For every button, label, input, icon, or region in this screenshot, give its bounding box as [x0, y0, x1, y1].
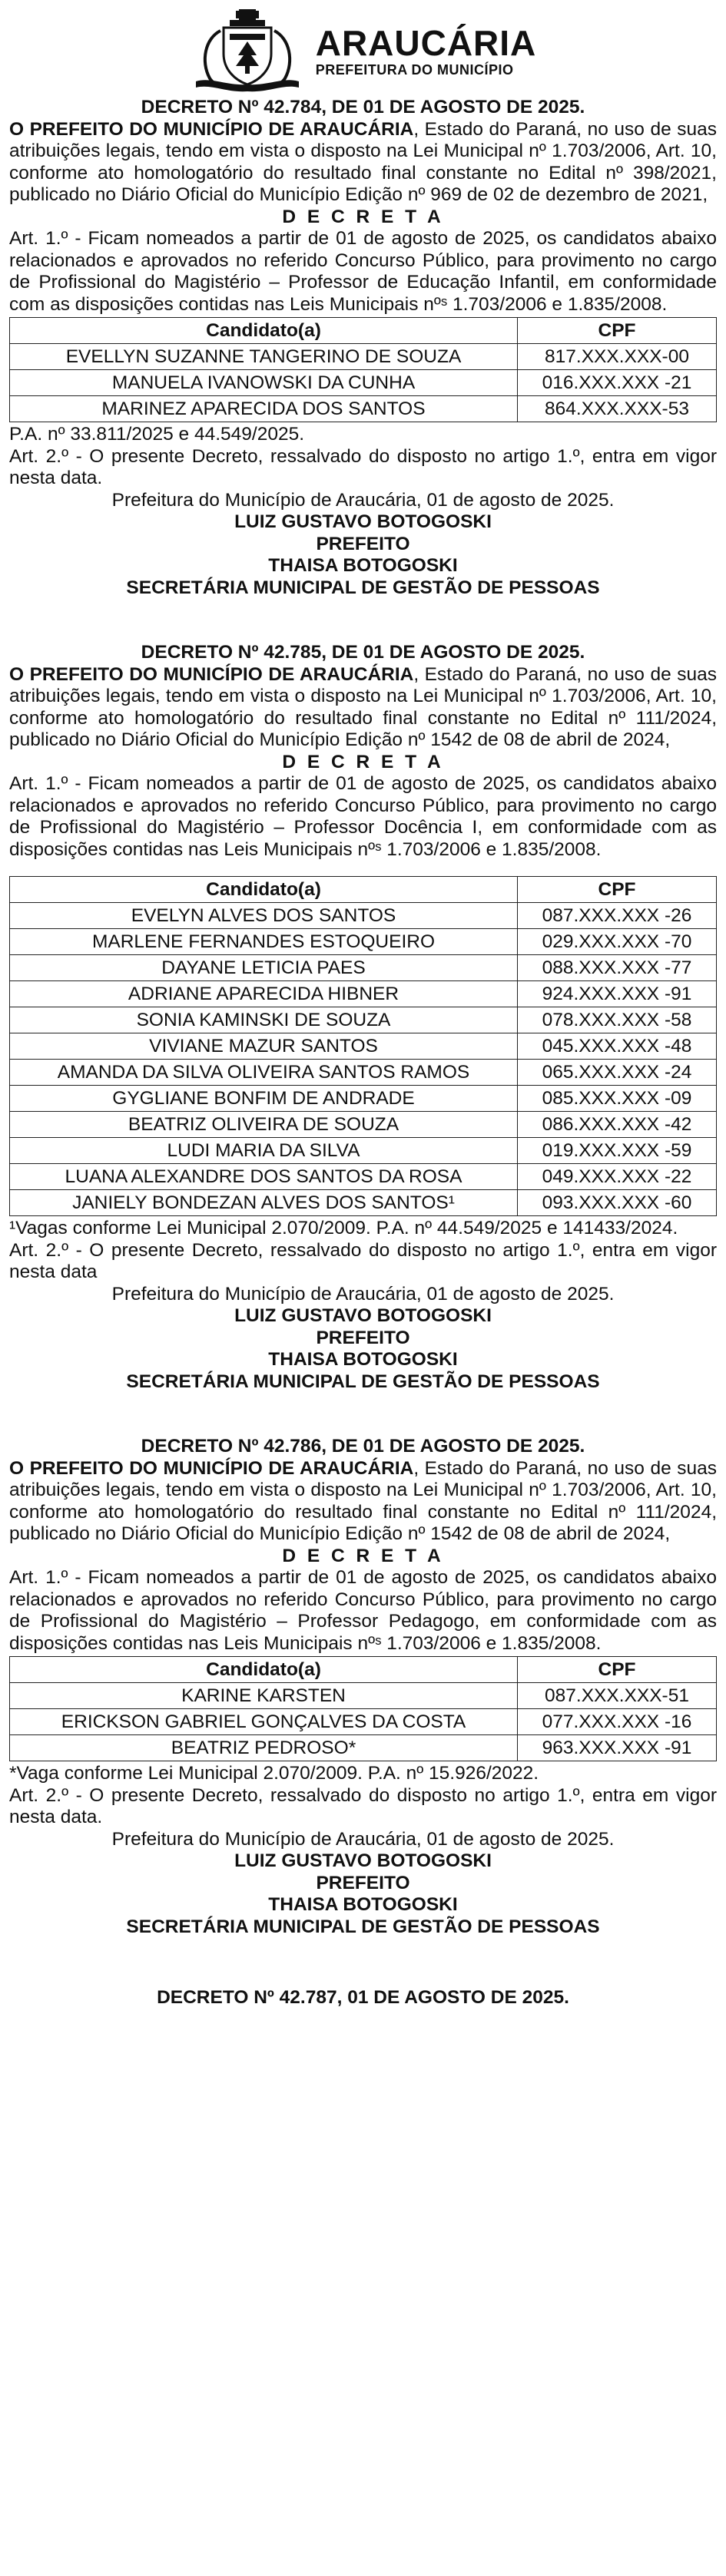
table-header-row — [10, 318, 717, 344]
decreta-heading: D E C R E T A — [282, 751, 444, 772]
decree-intro — [9, 664, 717, 752]
article-1: Art. 1.º - Ficam nomeados a partir de 01 de agosto de 2025, os candidatos abaixo relacionados e aprovados no referido Concurso Público, para provimento no cargo de Profissional do Magistério – Professor Docência I, em conformidade com as disposições contidas nas Leis Municipais nºˢ 1.703/2006 e 1.835/2008. — [9, 773, 717, 860]
column-header-cpf: CPF — [518, 318, 717, 344]
decree-title: DECRETO Nº 42.786, DE 01 DE AGOSTO DE 2025. — [141, 1436, 585, 1457]
decree-42784 — [9, 97, 717, 599]
candidate-name: MANUELA IVANOWSKI DA CUNHA — [10, 370, 518, 396]
candidate-name: DAYANE LETICIA PAES — [10, 955, 518, 981]
article-1: Art. 1.º - Ficam nomeados a partir de 01 de agosto de 2025, os candidatos abaixo relacionados e aprovados no referido Concurso Público, para provimento no cargo de Profissional do Magistério – Professor de Educação Infantil, em conformidade com as disposições contidas nas Leis Municipais nºˢ 1.703/2006 e 1.835/2008. — [9, 228, 717, 315]
table-row — [10, 929, 717, 955]
table-row — [10, 344, 717, 370]
column-header-candidate: Candidato(a) — [10, 877, 518, 903]
table-header-row — [10, 877, 717, 903]
table-row — [10, 396, 717, 422]
table-row — [10, 1709, 717, 1735]
candidate-name: GYGLIANE BONFIM DE ANDRADE — [10, 1086, 518, 1112]
signer-name: LUIZ GUSTAVO BOTOGOSKI — [234, 1850, 492, 1871]
candidate-cpf: 049.XXX.XXX -22 — [518, 1164, 717, 1190]
candidate-cpf: 019.XXX.XXX -59 — [518, 1138, 717, 1164]
candidate-name: EVELYN ALVES DOS SANTOS — [10, 903, 518, 929]
table-row — [10, 903, 717, 929]
cosigner-role: SECRETÁRIA MUNICIPAL DE GESTÃO DE PESSOAS — [126, 1916, 600, 1937]
cosigner-name: THAISA BOTOGOSKI — [268, 1349, 458, 1370]
candidate-name: LUANA ALEXANDRE DOS SANTOS DA ROSA — [10, 1164, 518, 1190]
gazette-header — [9, 0, 717, 97]
candidate-name: MARINEZ APARECIDA DOS SANTOS — [10, 396, 518, 422]
place-date: Prefeitura do Município de Araucária, 01 de agosto de 2025. — [111, 489, 615, 511]
candidates-table — [9, 1656, 717, 1761]
intro-lead: O PREFEITO DO MUNICÍPIO DE ARAUCÁRIA — [9, 663, 414, 685]
table-row — [10, 370, 717, 396]
decree-title: DECRETO Nº 42.785, DE 01 DE AGOSTO DE 2025. — [141, 642, 585, 663]
table-row — [10, 1138, 717, 1164]
candidate-name: BEATRIZ PEDROSO* — [10, 1735, 518, 1761]
cosigner-name: THAISA BOTOGOSKI — [268, 1894, 458, 1915]
candidate-name: BEATRIZ OLIVEIRA DE SOUZA — [10, 1112, 518, 1138]
table-header-row — [10, 1657, 717, 1683]
table-row — [10, 1060, 717, 1086]
candidate-cpf: 093.XXX.XXX -60 — [518, 1190, 717, 1216]
candidate-name: ERICKSON GABRIEL GONÇALVES DA COSTA — [10, 1709, 518, 1735]
candidate-cpf: 864.XXX.XXX-53 — [518, 396, 717, 422]
column-header-cpf: CPF — [518, 1657, 717, 1683]
table-row — [10, 955, 717, 981]
decree-intro — [9, 119, 717, 207]
table-row — [10, 1164, 717, 1190]
brand-name: ARAUCÁRIA — [315, 22, 537, 63]
candidate-name: SONIA KAMINSKI DE SOUZA — [10, 1007, 518, 1033]
column-header-candidate: Candidato(a) — [10, 1657, 518, 1683]
signer-name: LUIZ GUSTAVO BOTOGOSKI — [234, 511, 492, 532]
article-2: Art. 2.º - O presente Decreto, ressalvado do disposto no artigo 1.º, entra em vigor nesta data. — [9, 445, 717, 488]
candidates-table — [9, 876, 717, 1216]
decree-title: DECRETO Nº 42.784, DE 01 DE AGOSTO DE 2025. — [141, 97, 585, 117]
candidate-name: AMANDA DA SILVA OLIVEIRA SANTOS RAMOS — [10, 1060, 518, 1086]
candidate-cpf: 963.XXX.XXX -91 — [518, 1735, 717, 1761]
intro-lead: O PREFEITO DO MUNICÍPIO DE ARAUCÁRIA — [9, 118, 414, 140]
candidate-cpf: 045.XXX.XXX -48 — [518, 1033, 717, 1060]
candidate-name: EVELLYN SUZANNE TANGERINO DE SOUZA — [10, 344, 518, 370]
candidates-table — [9, 317, 717, 422]
next-decree-title: DECRETO Nº 42.787, 01 DE AGOSTO DE 2025. — [157, 1987, 569, 2008]
candidate-cpf: 087.XXX.XXX-51 — [518, 1683, 717, 1709]
signer-name: LUIZ GUSTAVO BOTOGOSKI — [234, 1305, 492, 1326]
cosigner-name: THAISA BOTOGOSKI — [268, 555, 458, 576]
candidate-cpf: 077.XXX.XXX -16 — [518, 1709, 717, 1735]
candidate-cpf: 029.XXX.XXX -70 — [518, 929, 717, 955]
article-2: Art. 2.º - O presente Decreto, ressalvado do disposto no artigo 1.º, entra em vigor nesta data. — [9, 1784, 717, 1827]
intro-text: , Estado do Paraná, no uso de suas atribuições legais, tendo em vista o disposto na Lei Municipal nº 1.703/2006, Art. 10, conforme ato homologatório do resultado final constante no Edital nº 111/2024, publicado no Diário Oficial do Município Edição nº 1542 de 08 de abril de 2024, — [9, 663, 717, 750]
place-date: Prefeitura do Município de Araucária, 01 de agosto de 2025. — [111, 1283, 615, 1305]
intro-text: , Estado do Paraná, no uso de suas atribuições legais, tendo em vista o disposto na Lei Municipal nº 1.703/2006, Art. 10, conforme ato homologatório do resultado final constante no Edital nº 111/2024, publicado no Diário Oficial do Município Edição nº 1542 de 08 de abril de 2024, — [9, 1457, 717, 1544]
table-row — [10, 1007, 717, 1033]
brand-block — [315, 22, 537, 78]
candidate-name: JANIELY BONDEZAN ALVES DOS SANTOS¹ — [10, 1190, 518, 1216]
brand-subtitle: PREFEITURA DO MUNICÍPIO — [315, 61, 514, 78]
table-gap — [9, 861, 717, 875]
decree-intro — [9, 1458, 717, 1546]
intro-text: , Estado do Paraná, no uso de suas atribuições legais, tendo em vista o disposto na Lei Municipal nº 1.703/2006, Art. 10, conforme ato homologatório do resultado final constante no Edital nº 398/2021, publicado no Diário Oficial do Município Edição nº 969 de 02 de dezembro de 2021, — [9, 118, 717, 205]
candidate-cpf: 085.XXX.XXX -09 — [518, 1086, 717, 1112]
decree-42785 — [9, 642, 717, 1393]
table-row — [10, 1190, 717, 1216]
decreta-heading: D E C R E T A — [282, 1545, 444, 1566]
candidate-name: KARINE KARSTEN — [10, 1683, 518, 1709]
table-row — [10, 1735, 717, 1761]
table-row — [10, 1086, 717, 1112]
decree-note: P.A. nº 33.811/2025 e 44.549/2025. — [9, 424, 305, 445]
intro-lead: O PREFEITO DO MUNICÍPIO DE ARAUCÁRIA — [9, 1457, 414, 1479]
article-1: Art. 1.º - Ficam nomeados a partir de 01 de agosto de 2025, os candidatos abaixo relacionados e aprovados no referido Concurso Público, para provimento no cargo de Profissional do Magistério – Professor Pedagogo, em conformidade com as disposições contidas nas Leis Municipais nºˢ 1.703/2006 e 1.835/2008. — [9, 1567, 717, 1654]
candidate-name: VIVIANE MAZUR SANTOS — [10, 1033, 518, 1060]
section-gap — [9, 1938, 717, 1987]
signer-role: PREFEITO — [316, 1327, 410, 1348]
municipal-crest-icon — [190, 8, 305, 94]
candidate-cpf: 924.XXX.XXX -91 — [518, 981, 717, 1007]
signer-role: PREFEITO — [316, 1872, 410, 1893]
candidate-name: MARLENE FERNANDES ESTOQUEIRO — [10, 929, 518, 955]
candidate-cpf: 078.XXX.XXX -58 — [518, 1007, 717, 1033]
cosigner-role: SECRETÁRIA MUNICIPAL DE GESTÃO DE PESSOAS — [126, 1371, 600, 1392]
table-row — [10, 1033, 717, 1060]
signer-role: PREFEITO — [316, 533, 410, 554]
candidate-cpf: 087.XXX.XXX -26 — [518, 903, 717, 929]
table-row — [10, 1112, 717, 1138]
column-header-cpf: CPF — [518, 877, 717, 903]
candidate-name: ADRIANE APARECIDA HIBNER — [10, 981, 518, 1007]
table-row — [10, 1683, 717, 1709]
candidate-cpf: 065.XXX.XXX -24 — [518, 1060, 717, 1086]
candidate-cpf: 088.XXX.XXX -77 — [518, 955, 717, 981]
table-row — [10, 981, 717, 1007]
decree-note: *Vaga conforme Lei Municipal 2.070/2009. P.A. nº 15.926/2022. — [9, 1763, 539, 1784]
candidate-name: LUDI MARIA DA SILVA — [10, 1138, 518, 1164]
decreta-heading: D E C R E T A — [282, 206, 444, 227]
section-gap — [9, 1393, 717, 1436]
candidate-cpf: 086.XXX.XXX -42 — [518, 1112, 717, 1138]
column-header-candidate: Candidato(a) — [10, 318, 518, 344]
decree-42786 — [9, 1436, 717, 1938]
candidate-cpf: 016.XXX.XXX -21 — [518, 370, 717, 396]
candidate-cpf: 817.XXX.XXX-00 — [518, 344, 717, 370]
section-gap — [9, 599, 717, 642]
cosigner-role: SECRETÁRIA MUNICIPAL DE GESTÃO DE PESSOAS — [126, 577, 600, 598]
place-date: Prefeitura do Município de Araucária, 01 de agosto de 2025. — [111, 1828, 615, 1850]
decree-note: ¹Vagas conforme Lei Municipal 2.070/2009. P.A. nº 44.549/2025 e 141433/2024. — [9, 1218, 678, 1238]
article-2: Art. 2.º - O presente Decreto, ressalvado do disposto no artigo 1.º, entra em vigor nesta data — [9, 1239, 717, 1282]
